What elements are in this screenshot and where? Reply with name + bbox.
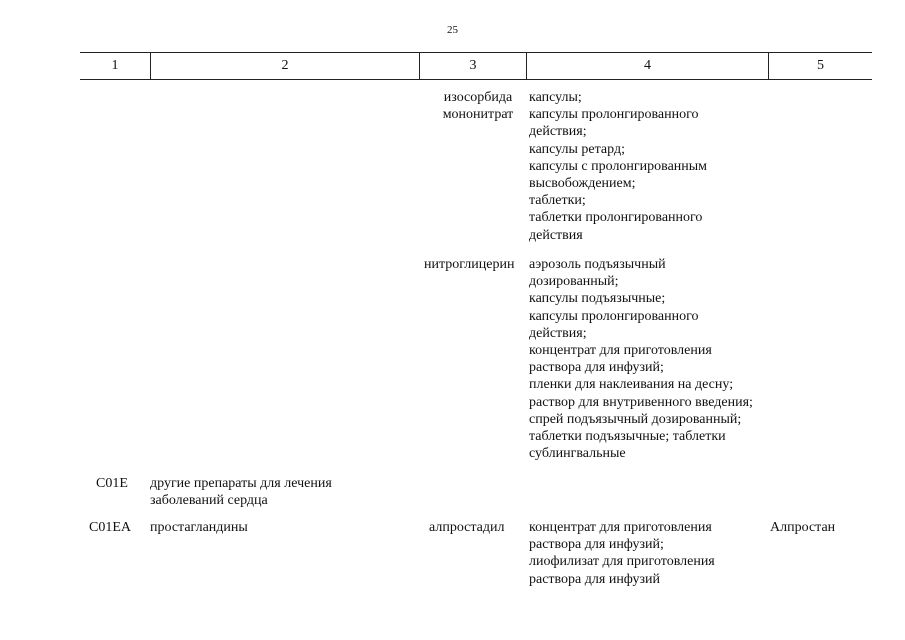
table-header [80, 52, 872, 80]
header-col-5: 5 [817, 58, 824, 73]
header-col-4: 4 [644, 58, 651, 73]
dosage-forms: капсулы; капсулы пролонгированного действия; капсулы ретард; капсулы с пролонгированным высвобождением; таблетки; таблетки пролонгированного действия [529, 90, 708, 243]
inn-name: нитроглицерин [424, 257, 515, 272]
atc-group: другие препараты для лечения заболеваний сердца [150, 476, 332, 509]
page-number: 25 [447, 24, 458, 36]
inn-name: изосорбида мононитрат [442, 90, 514, 123]
atc-group: простагландины [150, 520, 248, 535]
inn-name: алпростадил [429, 520, 505, 535]
header-col-1: 1 [111, 58, 119, 73]
dosage-forms: концентрат для приготовления раствора для инфузий; лиофилизат для приготовления раствора для инфузий [529, 520, 715, 587]
atc-code: C01EA [89, 520, 131, 535]
header-col-3: 3 [469, 58, 477, 73]
trade-name: Алпростан [770, 520, 836, 535]
header-col-2: 2 [281, 58, 289, 73]
atc-code: C01E [96, 476, 128, 491]
dosage-forms: аэрозоль подъязычный дозированный; капсулы подъязычные; капсулы пролонгированного действия; концентрат для приготовления раствора для инфузий; пленки для наклеивания на десну; раствор для внутривенного введения; спрей подъязычный дозированный; таблетки подъязычные; таблетки сублингвальные [529, 257, 753, 462]
